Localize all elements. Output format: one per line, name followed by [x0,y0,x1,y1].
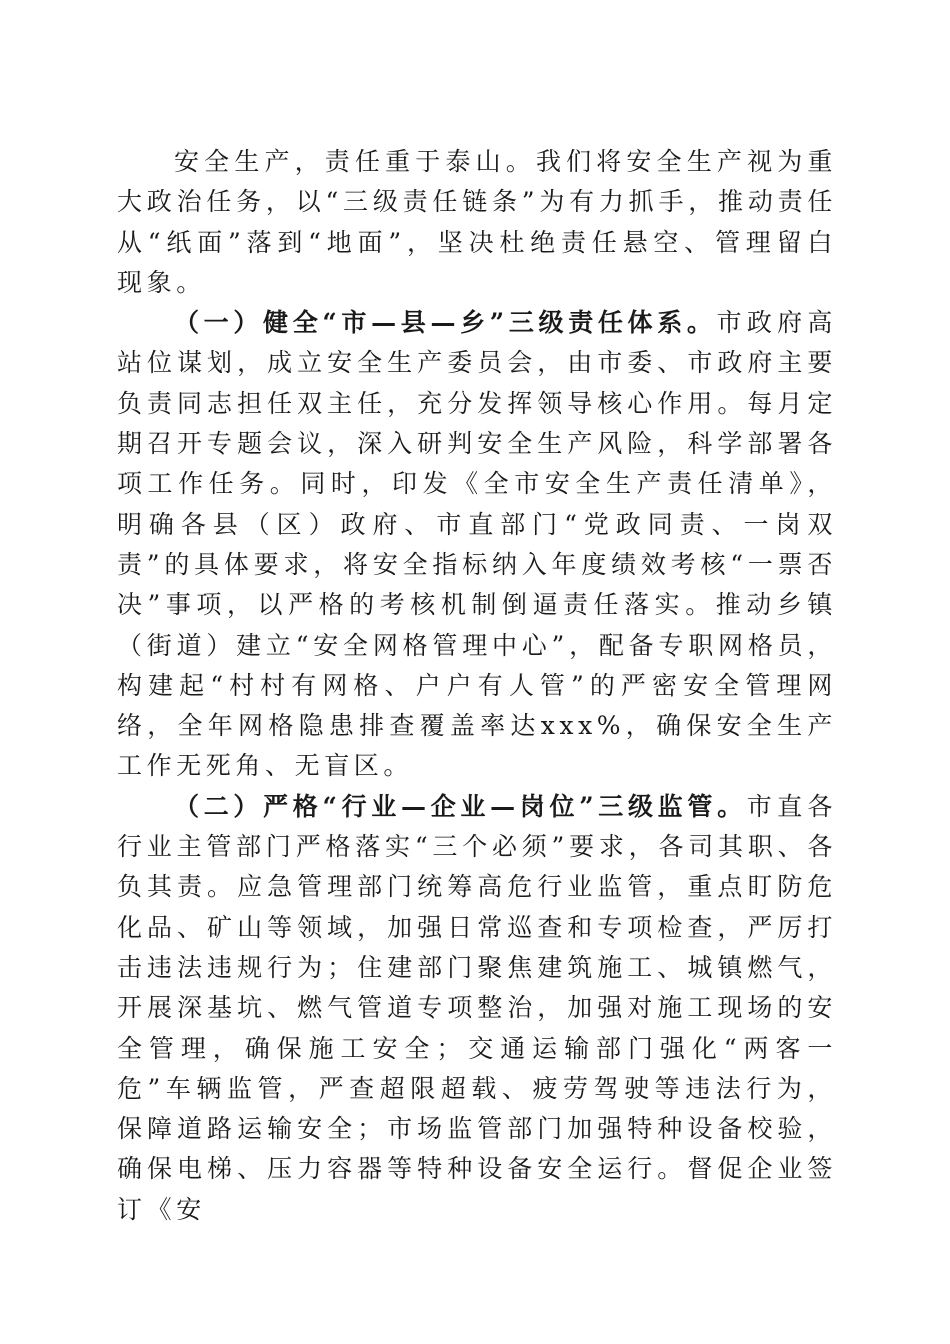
paragraph-intro-text: 安全生产，责任重于泰山。我们将安全生产视为重大政治任务，以“三级责任链条”为有力抓手，推动责任从“纸面”落到“地面”，坚决杜绝责任悬空、管理留白现象。 [117,147,837,297]
paragraph-intro [117,142,837,303]
section-2-text: 市直各行业主管部门严格落实“三个必须”要求，各司其职、各负其责。应急管理部门统筹高危行业监管，重点盯防危化品、矿山等领域，加强日常巡查和专项检查，严厉打击违法违规行为；住建部门聚焦建筑施工、城镇燃气，开展深基坑、燃气管道专项整治，加强对施工现场的安全管理，确保施工安全；交通运输部门强化“两客一危”车辆监管，严查超限超载、疲劳驾驶等违法行为，保障道路运输安全；市场监管部门加强特种设备校验，确保电梯、压力容器等特种设备安全运行。督促企业签订《安 [117,791,837,1224]
paragraph-section-1 [117,303,837,787]
section-2-heading: （二）严格“行业—企业—岗位”三级监管。 [174,791,747,821]
section-1-text: 市政府高站位谋划，成立安全生产委员会，由市委、市政府主要负责同志担任双主任，充分发挥领导核心作用。每月定期召开专题会议，深入研判安全生产风险，科学部署各项工作任务。同时，印发《全市安全生产责任清单》，明确各县（区）政府、市直部门“党政同责、一岗双责”的具体要求，将安全指标纳入年度绩效考核“一票否决”事项，以严格的考核机制倒逼责任落实。推动乡镇（街道）建立“安全网格管理中心”，配备专职网格员，构建起“村村有网格、户户有人管”的严密安全管理网络，全年网格隐患排查覆盖率达xxx%，确保安全生产工作无死角、无盲区。 [117,308,838,781]
section-1-heading: （一）健全“市—县—乡”三级责任体系。 [174,308,717,338]
paragraph-section-2 [117,787,837,1230]
document-body [117,142,837,1230]
